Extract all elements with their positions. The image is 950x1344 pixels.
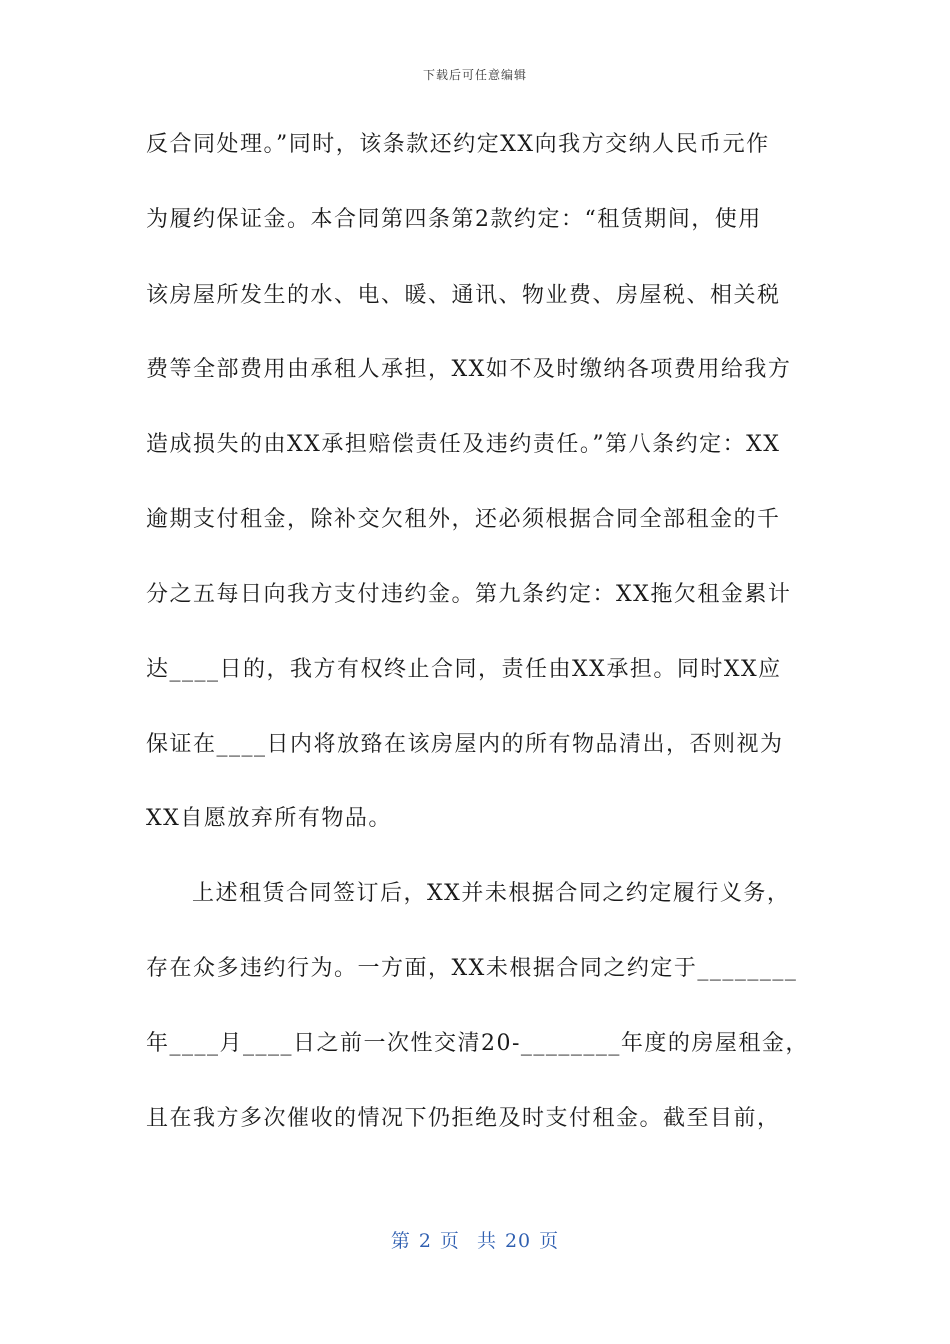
footer-middle: 页 共 bbox=[439, 1230, 497, 1252]
footer-prefix: 第 bbox=[390, 1230, 411, 1252]
body-line: 保证在____日内将放臵在该房屋内的所有物品清出，否则视为 bbox=[146, 732, 784, 757]
body-line: 且在我方多次催收的情况下仍拒绝及时支付租金。截至目前， bbox=[146, 1106, 781, 1131]
footer-suffix: 页 bbox=[539, 1230, 560, 1252]
body-line: 逾期支付租金，除补交欠租外，还必须根据合同全部租金的千 bbox=[146, 507, 781, 532]
footer-current-page: 2 bbox=[418, 1230, 432, 1252]
body-line: 反合同处理。”同时，该条款还约定XX向我方交纳人民币元作 bbox=[146, 132, 770, 157]
page-number-footer bbox=[0, 1226, 950, 1253]
body-line: XX自愿放弃所有物品。 bbox=[146, 806, 392, 831]
body-line: 造成损失的由XX承担赔偿责任及违约责任。”第八条约定：XX bbox=[146, 432, 781, 457]
body-line: 分之五每日向我方支付违约金。第九条约定：XX拖欠租金累计 bbox=[146, 582, 792, 607]
body-line: 存在众多违约行为。一方面，XX未根据合同之约定于________ bbox=[146, 956, 798, 981]
page-header-note: 下载后可任意编辑 bbox=[422, 68, 527, 82]
footer-total-pages: 20 bbox=[504, 1230, 532, 1252]
body-line: 费等全部费用由承租人承担，XX如不及时缴纳各项费用给我方 bbox=[146, 357, 792, 382]
paragraph-start-line: 上述租赁合同签订后，XX并未根据合同之约定履行义务， bbox=[192, 881, 791, 906]
body-line: 该房屋所发生的水、电、暖、通讯、物业费、房屋税、相关税 bbox=[146, 283, 781, 308]
body-line: 达____日的，我方有权终止合同，责任由XX承担。同时XX应 bbox=[146, 657, 782, 682]
body-line: 年____月____日之前一次性交清20-________年度的房屋租金， bbox=[146, 1031, 809, 1056]
body-line: 为履约保证金。本合同第四条第2款约定：“租赁期间，使用 bbox=[146, 207, 762, 232]
